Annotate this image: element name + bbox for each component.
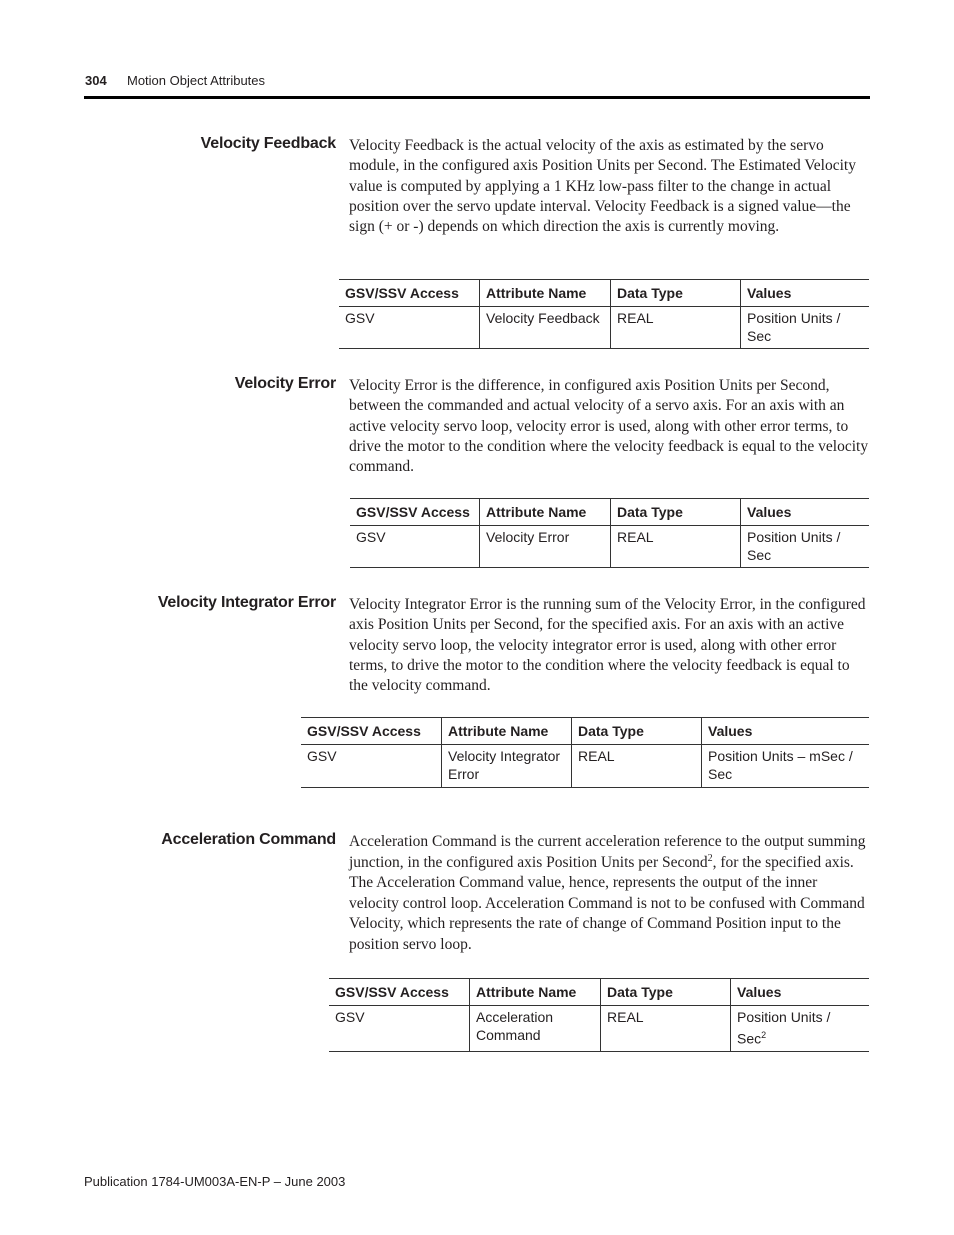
section-heading-acceleration-command: Acceleration Command bbox=[161, 831, 336, 848]
table-header-row bbox=[301, 718, 869, 745]
values-text: Position Units / Sec bbox=[737, 1009, 831, 1047]
header-rule bbox=[84, 96, 870, 99]
cell-values: Position Units / Sec bbox=[741, 526, 870, 568]
section-body-acceleration-command bbox=[349, 832, 869, 956]
column-header-attribute-name: Attribute Name bbox=[470, 979, 601, 1006]
column-header-data-type: Data Type bbox=[572, 718, 702, 745]
column-header-attribute-name: Attribute Name bbox=[480, 280, 611, 307]
cell-data-type: REAL bbox=[572, 745, 702, 788]
column-header-data-type: Data Type bbox=[601, 979, 731, 1006]
section-heading-velocity-feedback: Velocity Feedback bbox=[200, 135, 336, 152]
cell-attribute-name: Velocity Error bbox=[480, 526, 611, 568]
cell-access: GSV bbox=[329, 1006, 470, 1052]
column-header-values: Values bbox=[741, 280, 870, 307]
section-body-velocity-feedback: Velocity Feedback is the actual velocity of the axis as estimated by the servo module, in the configured axis Position Units per Second. The Estimated Velocity value is computed by applying a 1 KHz low-pass filter to the change in actual position over the servo update interval. Velocity Feedback is a signed value—the sign (+ or -) depends on which direction the axis is currently moving. bbox=[349, 137, 856, 236]
column-header-access: GSV/SSV Access bbox=[329, 979, 470, 1006]
column-header-attribute-name: Attribute Name bbox=[442, 718, 572, 745]
body-text-part1: Acceleration Command is the current acceleration reference to the output summing junction, in the configured axis Position Units per Second bbox=[349, 833, 866, 871]
column-header-data-type: Data Type bbox=[611, 280, 741, 307]
column-header-values: Values bbox=[741, 499, 870, 526]
section-body-velocity-error: Velocity Error is the difference, in configured axis Position Units per Second, between the commanded and actual velocity of a servo axis. For an axis with an active velocity servo loop, velocity error is used, along with other error terms, to drive the motor to the condition where the velocity feedback is equal to the velocity command. bbox=[349, 377, 869, 476]
section-heading-velocity-error: Velocity Error bbox=[234, 375, 336, 392]
column-header-data-type: Data Type bbox=[611, 499, 741, 526]
cell-data-type: REAL bbox=[611, 307, 741, 349]
cell-access: GSV bbox=[301, 745, 442, 788]
page-number: 304 bbox=[85, 73, 107, 88]
attribute-table-velocity-error bbox=[350, 498, 869, 568]
body-text-part2: , for the specified axis. The Acceleration Command value, hence, represents the output of the inner velocity control loop. Acceleration Command is not to be confused with Command Velocity, which represents the rate of change of Command Position input to the position servo loop. bbox=[349, 853, 865, 953]
table-header-row bbox=[339, 280, 869, 307]
column-header-access: GSV/SSV Access bbox=[339, 280, 480, 307]
cell-access: GSV bbox=[339, 307, 480, 349]
superscript-exponent: 2 bbox=[707, 852, 713, 864]
table-header-row bbox=[350, 499, 869, 526]
running-header-title: Motion Object Attributes bbox=[127, 73, 266, 88]
section-heading-velocity-integrator-error: Velocity Integrator Error bbox=[157, 594, 336, 611]
column-header-attribute-name: Attribute Name bbox=[480, 499, 611, 526]
cell-values: Position Units – mSec / Sec bbox=[702, 745, 870, 788]
cell-values: Position Units / Sec bbox=[741, 307, 870, 349]
section-body-velocity-integrator-error: Velocity Integrator Error is the running sum of the Velocity Error, in the configured axis Position Units per Second, for the specified axis. For an axis with an active velocity servo loop, the velocity integrator error is used, along with other error terms, to drive the motor to the condition where the velocity feedback is equal to the velocity command. bbox=[349, 596, 866, 695]
cell-attribute-name: Velocity Feedback bbox=[480, 307, 611, 349]
column-header-access: GSV/SSV Access bbox=[350, 499, 480, 526]
footer-publication: Publication 1784-UM003A-EN-P – June 2003 bbox=[84, 1174, 346, 1189]
column-header-access: GSV/SSV Access bbox=[301, 718, 442, 745]
attribute-table-velocity-feedback bbox=[339, 279, 869, 349]
values-superscript: 2 bbox=[761, 1029, 767, 1040]
cell-access: GSV bbox=[350, 526, 480, 568]
table-row bbox=[329, 1006, 869, 1052]
table-row bbox=[301, 745, 869, 788]
table-header-row bbox=[329, 979, 869, 1006]
cell-data-type: REAL bbox=[611, 526, 741, 568]
attribute-table-acceleration-command bbox=[329, 978, 869, 1052]
column-header-values: Values bbox=[702, 718, 870, 745]
table-row bbox=[339, 307, 869, 349]
column-header-values: Values bbox=[731, 979, 870, 1006]
attribute-table-velocity-integrator-error bbox=[301, 717, 869, 788]
cell-attribute-name: Velocity Integrator Error bbox=[442, 745, 572, 788]
table-row bbox=[350, 526, 869, 568]
cell-attribute-name: Acceleration Command bbox=[470, 1006, 601, 1052]
cell-data-type: REAL bbox=[601, 1006, 731, 1052]
cell-values bbox=[731, 1006, 870, 1052]
